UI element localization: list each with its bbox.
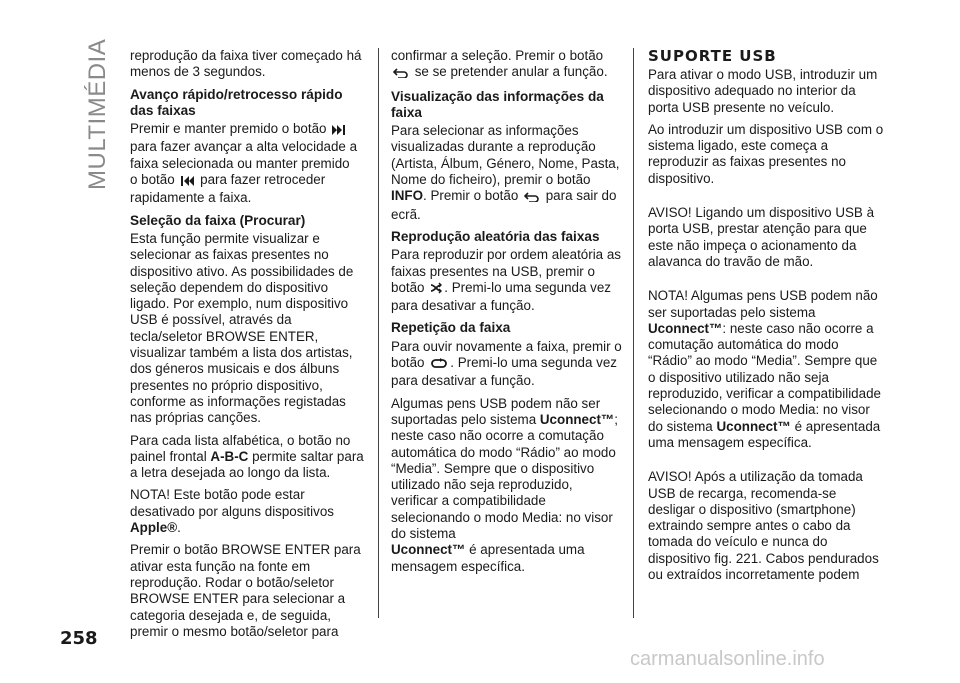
paragraph-browse: Premir o botão BROWSE ENTER para ativar esta função na fonte em reprodução. Rodar o botão/seletor BROWSE ENTER para selecionar a categoria desejada e, de seguida, premir o mesmo botão/seletor para [130, 542, 361, 639]
paragraph-track-selection: Esta função permite visualizar e selecionar as faixas presentes no dispositivo ativo. As possibilidades de seleção dependem do dispositivo ligado. Por exemplo, num dispositivo USB é possível, através da tecla/seletor BROWSE ENTER, visualizar também a lista dos artistas, dos géneros musicais e dos álbuns presentes no próprio dispositivo, conforme as informações registadas nas próprias canções. [130, 230, 354, 426]
heading-repeat: Repetição da faixa [391, 320, 511, 336]
repeat-icon [430, 357, 448, 373]
paragraph-random-play: Para reproduzir por ordem aleatória as faixas presentes na USB, premir o botão . Premi-lo uma segunda vez para desativar a função. [391, 247, 621, 314]
watermark-text: carmanualsonline.info [630, 648, 825, 670]
column-3 [648, 48, 884, 589]
heading-fast-forward: Avanço rápido/retrocesso rápido das faixas [130, 86, 343, 118]
paragraph-usb-activate: Para ativar o modo USB, introduzir um dispositivo adequado no interior da porta USB presente no veículo. [648, 67, 878, 115]
heading-track-info: Visualização das informações da faixa [391, 88, 604, 120]
paragraph-repeat: Para ouvir novamente a faixa, premir o botão . Premi-lo uma segunda vez para desativar a função. [391, 338, 622, 389]
heading-track-selection: Seleção da faixa (Procurar) [130, 212, 306, 228]
paragraph-alphabetic: Para cada lista alfabética, o botão no painel frontal A-B-C permite saltar para a letra desejada ao longo da lista. [130, 432, 364, 481]
column-1 [130, 48, 366, 646]
heading-random-play: Reprodução aleatória das faixas [391, 228, 600, 244]
paragraph-intro: reprodução da faixa tiver começado há menos de 3 segundos. [130, 48, 362, 80]
paragraph-usb-compat: Algumas pens USB podem não ser suportadas pelo sistema Uconnect™; neste caso não ocorre a comutação automática do modo “Rádio” ao modo “Media”. Sempre que o dispositivo utilizado não seja reproduzido, verificar a compatibilidade selecionando o modo Media: no visor do sistema Uconnect™ é apresentada uma mensagem específica. [391, 395, 619, 574]
back-icon [393, 66, 409, 82]
paragraph-warning-charging: AVISO! Após a utilização da tomada USB de recarga, recomenda-se desligar o dispositivo (smartphone) extraindo sempre antes o cabo da tomada do veículo e nunca do dispositivo fig. 221. Cabos pendurados ou extraídos incorretamente podem [648, 469, 879, 583]
page-number: 258 [60, 628, 98, 649]
column-divider-2 [633, 48, 634, 618]
column-2 [391, 48, 623, 581]
shuffle-icon [430, 282, 442, 298]
paragraph-warning-handbrake: AVISO! Ligando um dispositivo USB à porta USB, prestar atenção para que este não impeça o acionamento da alavanca do travão de mão. [648, 205, 875, 269]
fast-forward-icon [332, 123, 346, 139]
column-divider-1 [378, 48, 379, 618]
rewind-icon [180, 174, 194, 190]
paragraph-track-info: Para selecionar as informações visualizadas durante a reprodução (Artista, Álbum, Género, Nome, Pasta, Nome do ficheiro), premir o botão INFO. Premir o botão para sair do ecrã. [391, 123, 620, 222]
paragraph-fast-forward: Premir e manter premido o botão para fazer avançar a alta velocidade a faixa selecionada ou manter premido o botão para fazer retroceder rapidamente a faixa. [130, 121, 358, 206]
back-icon [524, 190, 540, 206]
heading-usb-support: SUPORTE USB [648, 47, 777, 65]
paragraph-confirm: confirmar a seleção. Premir o botão se se pretender anular a função. [391, 48, 623, 83]
paragraph-usb-insert: Ao introduzir um dispositivo USB com o sistema ligado, este começa a reproduzir as faixas presentes no dispositivo. [648, 121, 884, 186]
section-side-label: MULTIMÉDIA [84, 38, 111, 190]
paragraph-apple-note: NOTA! Este botão pode estar desativado por alguns dispositivos Apple®. [130, 487, 334, 536]
paragraph-note-usb: NOTA! Algumas pens USB podem não ser suportadas pelo sistema Uconnect™: neste caso não ocorre a comutação automática do modo “Rádio” ao modo “Media”. Sempre que o dispositivo utilizado não seja reproduzido, verificar a compatibilidade selecionando o modo Media: no visor do sistema Uconnect™ é apresentada uma mensagem específica. [648, 288, 881, 450]
